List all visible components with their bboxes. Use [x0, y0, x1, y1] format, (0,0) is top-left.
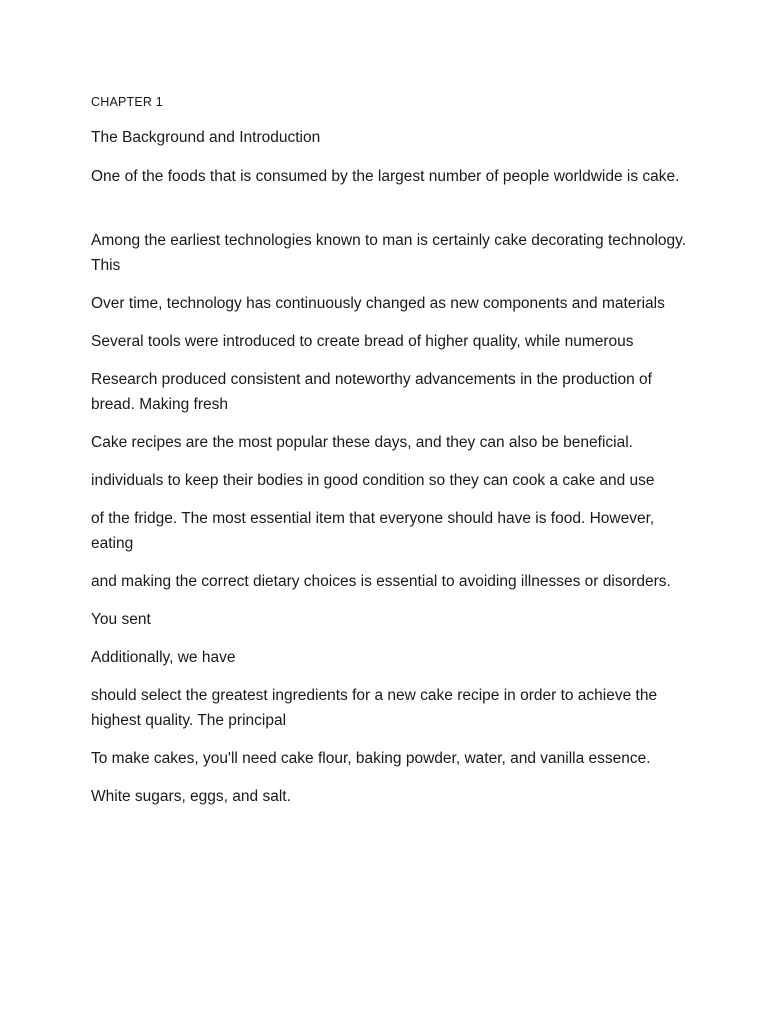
paragraph: To make cakes, you'll need cake flour, baking powder, water, and vanilla essence. — [91, 750, 651, 767]
paragraph: and making the correct dietary choices is essential to avoiding illnesses or disorders. — [91, 573, 671, 590]
paragraph: White sugars, eggs, and salt. — [91, 788, 291, 805]
chapter-label: CHAPTER 1 — [91, 95, 163, 109]
paragraph: You sent — [91, 611, 151, 628]
paragraph: Additionally, we have — [91, 649, 236, 666]
paragraph: One of the foods that is consumed by the largest number of people worldwide is cake. — [91, 168, 680, 185]
document-body — [91, 92, 691, 822]
paragraph: Several tools were introduced to create bread of higher quality, while numerous — [91, 333, 634, 350]
section-heading: The Background and Introduction — [91, 129, 321, 146]
paragraph: Research produced consistent and noteworthy advancements in the production of bread. Making fresh — [91, 371, 652, 413]
paragraph: should select the greatest ingredients for a new cake recipe in order to achieve the highest quality. The principal — [91, 687, 658, 729]
paragraph: of the fridge. The most essential item that everyone should have is food. However, eating — [91, 510, 655, 552]
paragraph: Over time, technology has continuously changed as new components and materials — [91, 295, 665, 312]
paragraph: Among the earliest technologies known to man is certainly cake decorating technology. This — [91, 232, 687, 274]
paragraph: Cake recipes are the most popular these days, and they can also be beneficial. — [91, 434, 633, 451]
paragraph: individuals to keep their bodies in good condition so they can cook a cake and use — [91, 472, 655, 489]
